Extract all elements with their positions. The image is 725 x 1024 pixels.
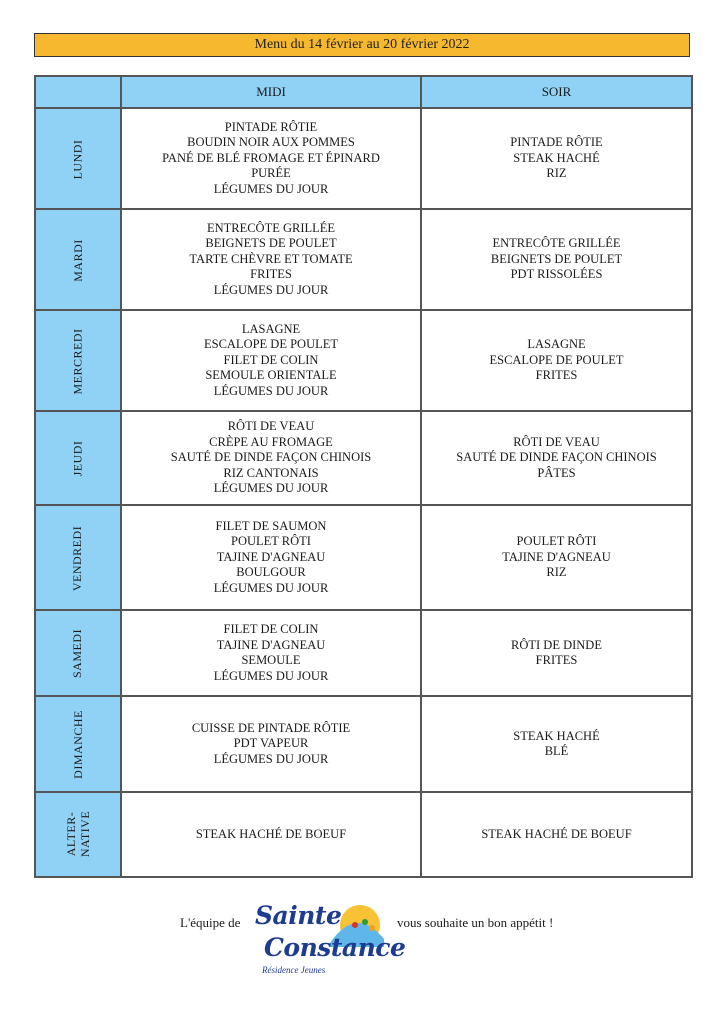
dish-item: LASAGNE: [241, 321, 301, 336]
dish-item: ENTRECÔTE GRILLÉE: [206, 220, 336, 235]
dish-item: BEIGNETS DE POULET: [205, 236, 337, 251]
dish-item: FRITES: [535, 368, 578, 383]
logo-word-constance: Constance: [264, 933, 406, 962]
logo-subtitle: Résidence Jeunes: [262, 965, 326, 975]
day-row: [35, 411, 692, 505]
dish-item: BLÉ: [544, 744, 569, 758]
day-cell: [35, 610, 121, 696]
dish-item: RÔTI DE VEAU: [227, 419, 315, 434]
soir-cell: [421, 696, 692, 792]
dish-item: RÔTI DE VEAU: [513, 434, 600, 449]
soir-cell: [421, 209, 692, 310]
header-row: [35, 76, 692, 108]
day-row: [35, 209, 692, 310]
day-row: [35, 505, 692, 610]
midi-cell: [121, 696, 421, 792]
dish-item: CRÈPE AU FROMAGE: [209, 434, 333, 449]
dish-item: PÂTES: [537, 465, 576, 480]
soir-cell: [421, 411, 692, 505]
day-cell: [35, 696, 121, 792]
day-row: [35, 108, 692, 209]
dish-item: ESCALOPE DE POULET: [489, 352, 624, 367]
soir-cell: [421, 610, 692, 696]
day-label: MARDI: [70, 238, 85, 282]
column-header-midi: MIDI: [121, 76, 421, 108]
column-header-soir: SOIR: [421, 76, 692, 108]
dish-item: LÉGUMES DU JOUR: [213, 383, 329, 398]
midi-cell: [121, 411, 421, 505]
dish-item: ENTRECÔTE GRILLÉE: [492, 236, 621, 251]
dish-item: LÉGUMES DU JOUR: [213, 580, 329, 595]
midi-cell: [121, 108, 421, 209]
dish-item: PINTADE RÔTIE: [224, 119, 318, 134]
logo-word-sainte: Sainte: [255, 901, 342, 930]
dish-item: FRITES: [535, 653, 578, 667]
dish-item: POULET RÔTI: [231, 534, 311, 549]
midi-cell: [121, 209, 421, 310]
dish-item: PDT VAPEUR: [233, 736, 309, 751]
day-row: [35, 310, 692, 411]
day-row: [35, 792, 692, 877]
dish-item: SAUTÉ DE DINDE FAÇON CHINOIS: [170, 450, 372, 465]
dish-item: LÉGUMES DU JOUR: [213, 751, 329, 766]
day-row: [35, 610, 692, 696]
footer: [0, 895, 725, 985]
footer-text-right: vous souhaite un bon appétit !: [397, 915, 554, 930]
dish-item: RIZ: [546, 166, 567, 181]
day-label: VENDREDI: [70, 525, 85, 591]
soir-cell: [421, 108, 692, 209]
dish-item: TAJINE D'AGNEAU: [216, 549, 326, 564]
soir-cell: [421, 310, 692, 411]
day-cell: [35, 310, 121, 411]
dish-item: LASAGNE: [527, 337, 586, 352]
dish-item: STEAK HACHÉ: [513, 150, 600, 165]
day-label: DIMANCHE: [70, 710, 85, 779]
dish-item: PDT RISSOLÉES: [510, 267, 603, 282]
midi-cell: [121, 792, 421, 877]
dish-item: PINTADE RÔTIE: [510, 135, 603, 150]
midi-cell: [121, 310, 421, 411]
menu-title: Menu du 14 février au 20 février 2022: [34, 33, 690, 57]
residence-logo: [252, 895, 406, 980]
dish-item: BOULGOUR: [236, 565, 306, 580]
day-label: ALTER- NATIVE: [63, 810, 92, 857]
day-cell: [35, 411, 121, 505]
day-row: [35, 696, 692, 792]
day-cell: [35, 108, 121, 209]
dish-item: SEMOULE: [241, 653, 301, 667]
dish-item: CUISSE DE PINTADE RÔTIE: [191, 720, 351, 735]
day-label: SAMEDI: [70, 628, 85, 679]
day-cell: [35, 792, 121, 877]
dish-item: RIZ CANTONAIS: [223, 465, 319, 480]
dish-item: LÉGUMES DU JOUR: [213, 481, 329, 496]
dish-item: SAUTÉ DE DINDE FAÇON CHINOIS: [456, 450, 657, 465]
dish-item: ESCALOPE DE POULET: [203, 337, 339, 352]
soir-cell: [421, 792, 692, 877]
day-cell: [35, 505, 121, 610]
dish-item: FILET DE SAUMON: [215, 518, 327, 533]
dish-item: SEMOULE ORIENTALE: [205, 368, 337, 383]
dish-item: FRITES: [250, 267, 292, 282]
dish-item: LÉGUMES DU JOUR: [213, 282, 329, 297]
dish-item: RÔTI DE DINDE: [511, 637, 602, 652]
soir-cell: [421, 505, 692, 610]
dish-item: STEAK HACHÉ DE BOEUF: [195, 826, 347, 841]
dish-item: FILET DE COLIN: [223, 352, 319, 367]
dish-item: TARTE CHÈVRE ET TOMATE: [189, 251, 353, 266]
dish-item: TAJINE D'AGNEAU: [502, 549, 611, 564]
day-label: MERCREDI: [70, 327, 85, 395]
day-cell: [35, 209, 121, 310]
dish-item: BOUDIN NOIR AUX POMMES: [187, 135, 355, 150]
dish-item: LÉGUMES DU JOUR: [213, 181, 329, 196]
dish-item: STEAK HACHÉ: [513, 728, 600, 743]
menu-table: [34, 75, 693, 878]
dish-item: RIZ: [546, 565, 567, 580]
day-label: JEUDI: [70, 440, 85, 477]
dish-item: TAJINE D'AGNEAU: [216, 637, 326, 652]
day-label: LUNDI: [70, 139, 85, 179]
midi-cell: [121, 610, 421, 696]
dish-item: POULET RÔTI: [516, 534, 597, 549]
footer-text-left: L'équipe de: [180, 915, 241, 930]
midi-cell: [121, 505, 421, 610]
dish-item: PANÉ DE BLÉ FROMAGE ET ÉPINARD: [162, 150, 380, 165]
dish-item: FILET DE COLIN: [223, 622, 319, 636]
dish-item: BEIGNETS DE POULET: [490, 251, 623, 266]
dish-item: LÉGUMES DU JOUR: [213, 668, 329, 683]
corner-cell: [35, 76, 121, 108]
dish-item: PURÉE: [251, 166, 291, 181]
dish-item: STEAK HACHÉ DE BOEUF: [481, 826, 632, 841]
